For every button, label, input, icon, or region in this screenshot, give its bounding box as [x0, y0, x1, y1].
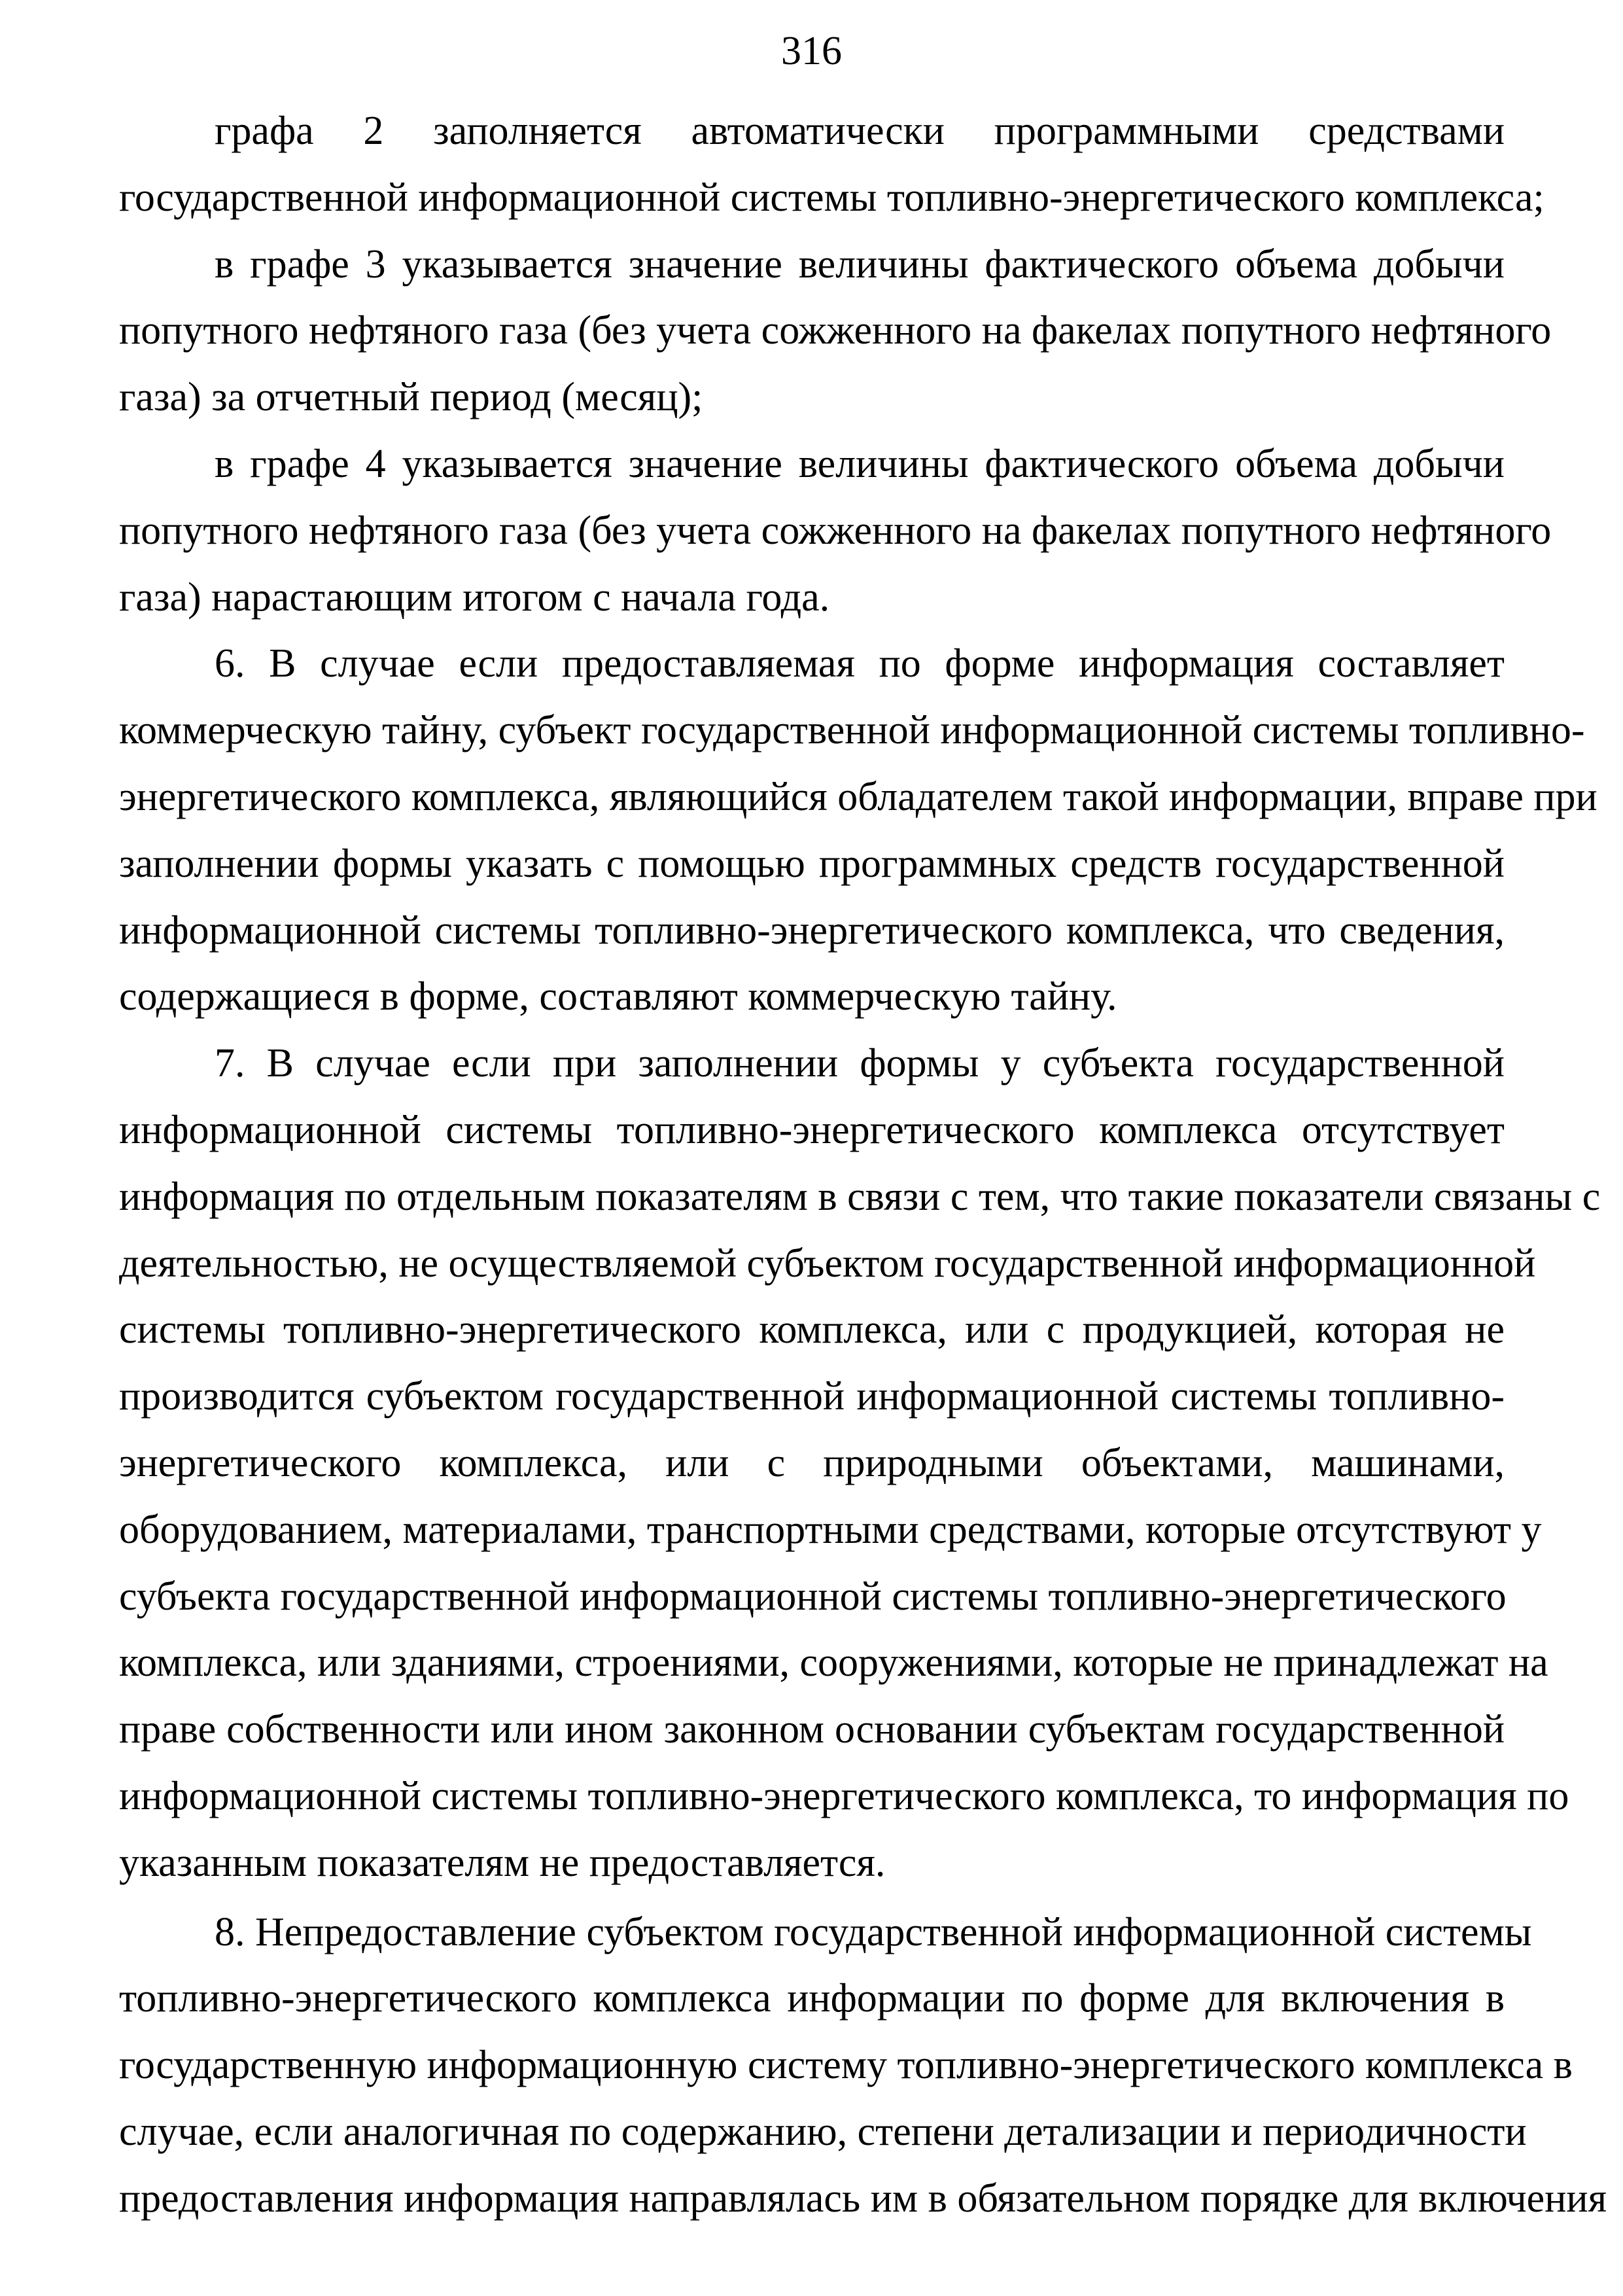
- text-line: системы топливно-энергетического комплекса, или с продукцией, которая не: [119, 1307, 1505, 1352]
- text-line: праве собственности или ином законном основании субъектам государственной: [119, 1707, 1505, 1752]
- text-line: в графе 4 указывается значение величины фактического объема добычи: [215, 441, 1505, 486]
- text-line: энергетического комплекса, или с природными объектами, машинами,: [119, 1440, 1505, 1485]
- text-line: информация по отдельным показателям в связи с тем, что такие показатели связаны с: [119, 1174, 1601, 1219]
- text-line: газа) нарастающим итогом с начала года.: [119, 574, 830, 620]
- text-line: содержащиеся в форме, составляют коммерческую тайну.: [119, 974, 1117, 1019]
- paragraph-6-start: 6. В случае если предоставляемая по форме информация составляет: [215, 641, 1505, 686]
- text-line: предоставления информация направлялась им в обязательном порядке для включения: [119, 2176, 1607, 2221]
- text-line: комплекса, или зданиями, строениями, сооружениями, которые не принадлежат на: [119, 1640, 1548, 1686]
- text-line: указанным показателям не предоставляется.: [119, 1840, 886, 1885]
- text-line: производится субъектом государственной информационной системы топливно-: [119, 1374, 1505, 1419]
- text-line: заполнении формы указать с помощью программных средств государственной: [119, 841, 1505, 886]
- page-number: 316: [781, 29, 842, 73]
- text-line: информационной системы топливно-энергетического комплекса отсутствует: [119, 1107, 1505, 1152]
- text-line: топливно-энергетического комплекса информации по форме для включения в: [119, 1976, 1505, 2021]
- text-line: государственную информационную систему топливно-энергетического комплекса в: [119, 2043, 1573, 2088]
- text-line: оборудованием, материалами, транспортными средствами, которые отсутствуют у: [119, 1507, 1542, 1552]
- text-line: в графе 3 указывается значение величины фактического объема добычи: [215, 241, 1505, 287]
- document-body: [119, 98, 1607, 2233]
- paragraph-8-start: 8. Непредоставление субъектом государственной информационной системы: [215, 1909, 1532, 1954]
- paragraph-7-start: 7. В случае если при заполнении формы у субъекта государственной: [215, 1041, 1505, 1086]
- text-line: информационной системы топливно-энергетического комплекса, что сведения,: [119, 908, 1505, 953]
- text-line: государственной информационной системы топливно-энергетического комплекса;: [119, 175, 1544, 220]
- text-line: случае, если аналогичная по содержанию, степени детализации и периодичности: [119, 2109, 1527, 2154]
- text-line: попутного нефтяного газа (без учета сожженного на факелах попутного нефтяного: [119, 508, 1552, 553]
- text-line: графа 2 заполняется автоматически программными средствами: [215, 109, 1505, 153]
- text-line: энергетического комплекса, являющийся обладателем такой информации, вправе при: [119, 774, 1597, 819]
- text-line: попутного нефтяного газа (без учета сожженного на факелах попутного нефтяного: [119, 308, 1552, 353]
- text-line: информационной системы топливно-энергетического комплекса, то информация по: [119, 1773, 1569, 1818]
- text-line: газа) за отчетный период (месяц);: [119, 375, 703, 420]
- text-line: коммерческую тайну, субъект государственной информационной системы топливно-: [119, 708, 1585, 753]
- text-line: деятельностью, не осуществляемой субъектом государственной информационной: [119, 1241, 1536, 1286]
- text-line: субъекта государственной информационной системы топливно-энергетического: [119, 1574, 1507, 1619]
